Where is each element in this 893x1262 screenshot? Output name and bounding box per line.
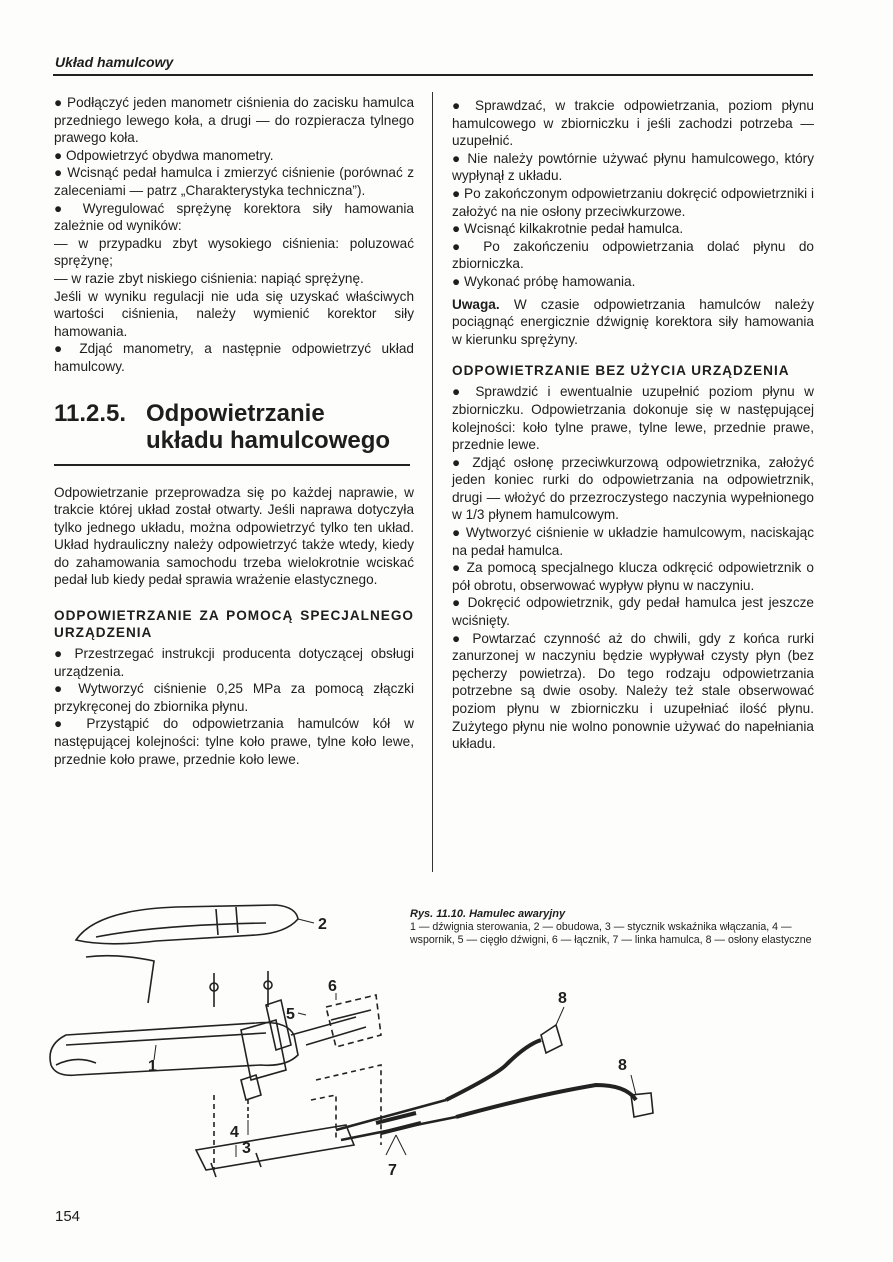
column-divider — [432, 92, 433, 872]
figure-label: 1 — [148, 1058, 157, 1075]
running-header: Układ hamulcowy — [55, 54, 174, 70]
paragraph: ● Wcisnąć kilkakrotnie pedał hamulca. — [452, 221, 684, 237]
left-column — [54, 94, 414, 768]
paragraph: — w razie zbyt niskiego ciśnienia: napiąć sprężynę. — [54, 270, 364, 286]
paragraph: ● Po zakończeniu odpowietrzania dolać płynu do zbiorniczka. — [452, 238, 814, 272]
figure-label: 7 — [388, 1162, 397, 1179]
paragraph: ● Powtarzać czynność aż do chwili, gdy z końca rurki zanurzonej w naczyniu będzie wypływał czysty płyn (bez pęcherzy powietrza). Do tego rodzaju odpowietrzania potrzebne są dwie osoby. Należy też stale obserwować poziom płynu w zbiorniczku i uzupełniać ilość płynu. Zużytego płynu nie wolno ponownie używać do napełniania układu. — [452, 630, 814, 752]
caption-title: Rys. 11.10. Hamulec awaryjny — [410, 908, 566, 920]
header-rule — [53, 74, 813, 76]
paragraph: ● Zdjąć osłonę przeciwkurzową odpowietrznika, założyć jeden koniec rurki do odpowietrzania na odpowietrznik, drugi — włożyć do przezroczystego naczynia wypełnionego w 1/3 płynem hamulcowym. — [452, 454, 814, 523]
paragraph: ● Dokręcić odpowietrznik, gdy pedał hamulca jest jeszcze wciśnięty. — [452, 595, 814, 629]
paragraph: ● Sprawdzić i ewentualnie uzupełnić poziom płynu w zbiorniczku. Odpowietrzania dokonuje się w następującej kolejności: koło tylne prawe, tylne lewe, przednie prawe, przednie lewe. — [452, 384, 814, 453]
section-title-line1: Odpowietrzanie — [146, 399, 325, 427]
paragraph: ● Zdjąć manometry, a następnie odpowietrzyć układ hamulcowy. — [54, 341, 414, 374]
paragraph: ● Podłączyć jeden manometr ciśnienia do zacisku hamulca przedniego lewego koła, a drugi — do rozpieracza tylnego prawego koła. — [54, 95, 414, 146]
figure-label: 5 — [286, 1006, 295, 1023]
paragraph: ● Wcisnąć pedał hamulca i zmierzyć ciśnienie (porównać z zaleceniami — patrz „Charakterystyka techniczna”). — [54, 165, 414, 198]
note-label: Uwaga. — [452, 296, 500, 312]
paragraph: ● Sprawdzać, w trakcie odpowietrzania, poziom płynu hamulcowego w zbiorniczku i jeśli zachodzi potrzeba — uzupełnić. — [452, 98, 814, 149]
paragraph: ● Przestrzegać instrukcji producenta dotyczącej obsługi urządzenia. — [54, 646, 414, 679]
paragraph: ● Wytworzyć ciśnienie w układzie hamulcowym, naciskając na pedał hamulca. — [452, 525, 814, 558]
paragraph: ● Odpowietrzyć obydwa manometry. — [54, 147, 274, 163]
subheading: ODPOWIETRZANIE BEZ UŻYCIA URZĄDZENIA — [452, 363, 790, 379]
section-rule — [54, 464, 410, 466]
figure-caption — [410, 908, 830, 947]
caption-text: 1 — dźwignia sterowania, 2 — obudowa, 3 — stycznik wskaźnika włączania, 4 — wspornik, 5 — cięgło dźwigni, 6 — łącznik, 7 — linka hamulca, 8 — osłony elastyczne — [410, 921, 812, 946]
paragraph: — w przypadku zbyt wysokiego ciśnienia: poluzować sprężynę; — [54, 235, 414, 269]
right-column — [452, 97, 814, 753]
paragraph: ● Nie należy powtórnie używać płynu hamulcowego, który wypłynął z układu. — [452, 150, 814, 184]
figure-label: 4 — [230, 1124, 239, 1141]
figure-label: 3 — [242, 1140, 251, 1157]
paragraph: ● Przystąpić do odpowietrzania hamulców kół w następującej kolejności: tylne koło prawe, tylne koło lewe, przednie koło prawe, przednie koło lewe. — [54, 716, 414, 767]
figure-label: 6 — [328, 978, 337, 995]
section-number: 11.2.5. — [54, 399, 127, 427]
section-heading — [54, 400, 414, 454]
figure-label: 2 — [318, 916, 327, 933]
note-text: W czasie odpowietrzania hamulców należy pociągnąć energicznie dźwignię korektora siły hamowania w kierunku sprężyny. — [452, 296, 814, 347]
paragraph: ● Wytworzyć ciśnienie 0,25 MPa za pomocą złączki przykręconej do zbiornika płynu. — [54, 681, 414, 714]
paragraph: ● Wyregulować sprężynę korektora siły hamowania zależnie od wyników: — [54, 200, 414, 234]
figure-label: 8 — [618, 1057, 627, 1074]
note — [452, 296, 814, 349]
section-intro: Odpowietrzanie przeprowadza się po każdej naprawie, w trakcie której układ został otwarty. Jeśli naprawa dotyczyła tylko jednego układu, można odpowietrzyć tylko ten układ. Układ hydrauliczny należy odpowietrzyć także wtedy, kiedy do zahamowania samochodu trzeba wielokrotnie wciskać pedał lub kiedy pedał sprawia wrażenie elastycznego. — [54, 484, 414, 588]
figure-label: 8 — [558, 990, 567, 1007]
page-number: 154 — [55, 1208, 81, 1225]
paragraph: ● Po zakończonym odpowietrzaniu dokręcić odpowietrzniki i założyć na nie osłony przeciwkurzowe. — [452, 185, 814, 219]
section-title-line2: układu hamulcowego — [146, 426, 391, 454]
paragraph: ● Za pomocą specjalnego klucza odkręcić odpowietrznik o pół obrotu, obserwować wypływ płynu w naczyniu. — [452, 560, 814, 593]
subheading: ODPOWIETRZANIE ZA POMOCĄ SPECJALNEGO URZĄDZENIA — [54, 608, 414, 641]
paragraph: Jeśli w wyniku regulacji nie uda się uzyskać właściwych wartości ciśnienia, należy wymienić korektor siły hamowania. — [54, 288, 414, 339]
paragraph: ● Wykonać próbę hamowania. — [452, 273, 636, 289]
